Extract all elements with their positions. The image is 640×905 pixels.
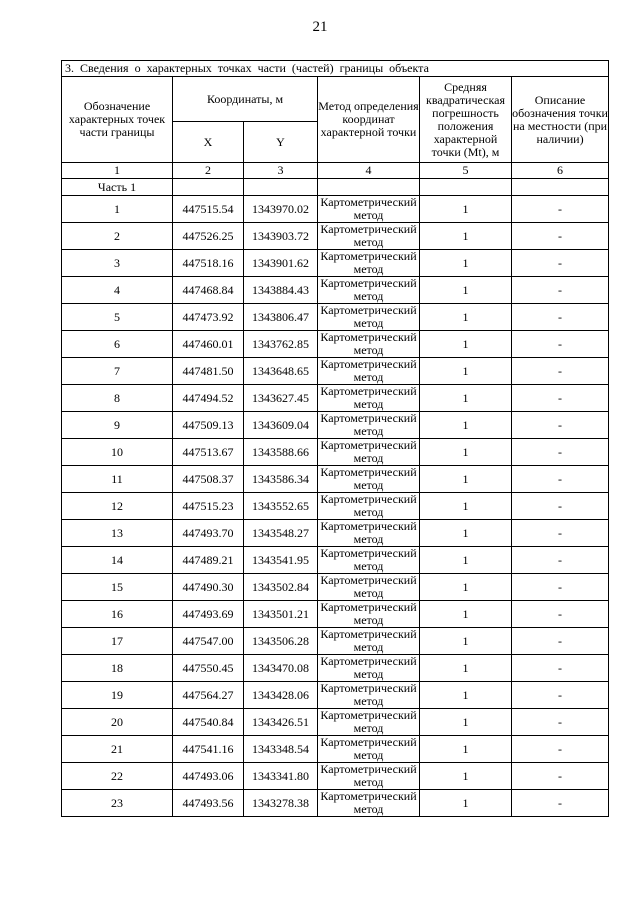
empty-cell bbox=[318, 179, 420, 196]
method bbox=[318, 331, 420, 358]
description-value: - bbox=[512, 223, 609, 250]
table-row bbox=[62, 736, 609, 763]
method-line-2: метод bbox=[353, 559, 384, 573]
empty-cell bbox=[173, 179, 244, 196]
coordinate-x: 447468.84 bbox=[173, 277, 244, 304]
method bbox=[318, 601, 420, 628]
coordinate-y: 1343501.21 bbox=[244, 601, 318, 628]
table-row bbox=[62, 520, 609, 547]
table-row bbox=[62, 574, 609, 601]
point-number: 22 bbox=[62, 763, 173, 790]
method-line-1: Картометрический bbox=[320, 195, 417, 209]
part-label: Часть 1 bbox=[62, 179, 173, 196]
header-x: X bbox=[173, 122, 244, 163]
point-number: 9 bbox=[62, 412, 173, 439]
method bbox=[318, 736, 420, 763]
method-line-2: метод bbox=[353, 532, 384, 546]
table-row bbox=[62, 493, 609, 520]
point-number: 4 bbox=[62, 277, 173, 304]
coordinate-x: 447490.30 bbox=[173, 574, 244, 601]
accuracy-value: 1 bbox=[420, 304, 512, 331]
column-number: 4 bbox=[318, 163, 420, 179]
method-line-1: Картометрический bbox=[320, 411, 417, 425]
point-number: 23 bbox=[62, 790, 173, 817]
method bbox=[318, 250, 420, 277]
method-line-2: метод bbox=[353, 289, 384, 303]
table-row bbox=[62, 709, 609, 736]
method-line-1: Картометрический bbox=[320, 735, 417, 749]
method-line-2: метод bbox=[353, 721, 384, 735]
coordinate-x: 447489.21 bbox=[173, 547, 244, 574]
accuracy-value: 1 bbox=[420, 412, 512, 439]
method-line-2: метод bbox=[353, 802, 384, 816]
method bbox=[318, 196, 420, 223]
point-number: 18 bbox=[62, 655, 173, 682]
coordinate-y: 1343470.08 bbox=[244, 655, 318, 682]
method-line-2: метод bbox=[353, 208, 384, 222]
caption-row bbox=[62, 61, 609, 77]
description-value: - bbox=[512, 466, 609, 493]
method bbox=[318, 790, 420, 817]
coordinate-y: 1343609.04 bbox=[244, 412, 318, 439]
empty-cell bbox=[512, 179, 609, 196]
empty-cell bbox=[244, 179, 318, 196]
coordinate-x: 447564.27 bbox=[173, 682, 244, 709]
coordinate-x: 447508.37 bbox=[173, 466, 244, 493]
coordinate-x: 447509.13 bbox=[173, 412, 244, 439]
coordinate-y: 1343970.02 bbox=[244, 196, 318, 223]
table-row bbox=[62, 304, 609, 331]
table-row bbox=[62, 223, 609, 250]
header-method: Метод определения координат характерной точки bbox=[318, 77, 420, 163]
description-value: - bbox=[512, 412, 609, 439]
header-description: Описание обозначения точки на местности (при наличии) bbox=[512, 77, 609, 163]
description-value: - bbox=[512, 547, 609, 574]
point-number: 16 bbox=[62, 601, 173, 628]
method bbox=[318, 655, 420, 682]
empty-cell bbox=[420, 179, 512, 196]
table-row bbox=[62, 682, 609, 709]
method bbox=[318, 466, 420, 493]
table-row bbox=[62, 763, 609, 790]
description-value: - bbox=[512, 520, 609, 547]
method-line-1: Картометрический bbox=[320, 681, 417, 695]
point-number: 19 bbox=[62, 682, 173, 709]
coordinate-x: 447493.06 bbox=[173, 763, 244, 790]
point-number: 20 bbox=[62, 709, 173, 736]
description-value: - bbox=[512, 196, 609, 223]
method-line-2: метод bbox=[353, 370, 384, 384]
description-value: - bbox=[512, 331, 609, 358]
coordinate-y: 1343762.85 bbox=[244, 331, 318, 358]
point-number: 5 bbox=[62, 304, 173, 331]
point-number: 12 bbox=[62, 493, 173, 520]
method-line-1: Картометрический bbox=[320, 465, 417, 479]
description-value: - bbox=[512, 385, 609, 412]
coordinate-y: 1343552.65 bbox=[244, 493, 318, 520]
method-line-1: Картометрический bbox=[320, 627, 417, 641]
method bbox=[318, 628, 420, 655]
description-value: - bbox=[512, 709, 609, 736]
point-number: 3 bbox=[62, 250, 173, 277]
coordinate-x: 447515.23 bbox=[173, 493, 244, 520]
method bbox=[318, 304, 420, 331]
method bbox=[318, 223, 420, 250]
method-line-1: Картометрический bbox=[320, 357, 417, 371]
header-designation: Обозначение характерных точек части границы bbox=[62, 77, 173, 163]
description-value: - bbox=[512, 358, 609, 385]
method-line-1: Картометрический bbox=[320, 330, 417, 344]
method-line-2: метод bbox=[353, 478, 384, 492]
table-row bbox=[62, 277, 609, 304]
accuracy-value: 1 bbox=[420, 601, 512, 628]
accuracy-value: 1 bbox=[420, 385, 512, 412]
accuracy-value: 1 bbox=[420, 358, 512, 385]
part-row bbox=[62, 179, 609, 196]
coordinate-x: 447541.16 bbox=[173, 736, 244, 763]
accuracy-value: 1 bbox=[420, 682, 512, 709]
point-number: 14 bbox=[62, 547, 173, 574]
table-row bbox=[62, 331, 609, 358]
point-number: 1 bbox=[62, 196, 173, 223]
method-line-1: Картометрический bbox=[320, 654, 417, 668]
header-row-1 bbox=[62, 77, 609, 122]
method-line-2: метод bbox=[353, 613, 384, 627]
table-row bbox=[62, 628, 609, 655]
description-value: - bbox=[512, 682, 609, 709]
column-number: 2 bbox=[173, 163, 244, 179]
point-number: 8 bbox=[62, 385, 173, 412]
coordinate-y: 1343278.38 bbox=[244, 790, 318, 817]
coordinate-y: 1343806.47 bbox=[244, 304, 318, 331]
method bbox=[318, 709, 420, 736]
point-number: 2 bbox=[62, 223, 173, 250]
method bbox=[318, 439, 420, 466]
method-line-1: Картометрический bbox=[320, 303, 417, 317]
coordinate-y: 1343648.65 bbox=[244, 358, 318, 385]
accuracy-value: 1 bbox=[420, 493, 512, 520]
table-row bbox=[62, 439, 609, 466]
method bbox=[318, 574, 420, 601]
accuracy-value: 1 bbox=[420, 655, 512, 682]
coordinate-x: 447493.70 bbox=[173, 520, 244, 547]
coordinate-y: 1343506.28 bbox=[244, 628, 318, 655]
method-line-1: Картометрический bbox=[320, 519, 417, 533]
method-line-2: метод bbox=[353, 748, 384, 762]
coordinate-x: 447515.54 bbox=[173, 196, 244, 223]
description-value: - bbox=[512, 736, 609, 763]
method-line-2: метод bbox=[353, 235, 384, 249]
point-number: 13 bbox=[62, 520, 173, 547]
coordinate-y: 1343426.51 bbox=[244, 709, 318, 736]
method-line-2: метод bbox=[353, 424, 384, 438]
point-number: 10 bbox=[62, 439, 173, 466]
coordinate-y: 1343428.06 bbox=[244, 682, 318, 709]
coordinate-y: 1343627.45 bbox=[244, 385, 318, 412]
method bbox=[318, 277, 420, 304]
coordinate-y: 1343903.72 bbox=[244, 223, 318, 250]
coordinate-x: 447550.45 bbox=[173, 655, 244, 682]
method-line-2: метод bbox=[353, 397, 384, 411]
accuracy-value: 1 bbox=[420, 520, 512, 547]
description-value: - bbox=[512, 574, 609, 601]
method-line-1: Картометрический bbox=[320, 222, 417, 236]
coordinate-y: 1343548.27 bbox=[244, 520, 318, 547]
point-number: 15 bbox=[62, 574, 173, 601]
description-value: - bbox=[512, 763, 609, 790]
point-number: 21 bbox=[62, 736, 173, 763]
coordinate-x: 447547.00 bbox=[173, 628, 244, 655]
description-value: - bbox=[512, 601, 609, 628]
description-value: - bbox=[512, 250, 609, 277]
coordinate-y: 1343884.43 bbox=[244, 277, 318, 304]
method bbox=[318, 358, 420, 385]
accuracy-value: 1 bbox=[420, 250, 512, 277]
coordinate-x: 447493.56 bbox=[173, 790, 244, 817]
point-number: 6 bbox=[62, 331, 173, 358]
method-line-2: метод bbox=[353, 343, 384, 357]
column-number: 3 bbox=[244, 163, 318, 179]
method bbox=[318, 763, 420, 790]
coordinate-x: 447473.92 bbox=[173, 304, 244, 331]
method-line-1: Картометрический bbox=[320, 384, 417, 398]
coordinate-x: 447526.25 bbox=[173, 223, 244, 250]
header-coordinates: Координаты, м bbox=[173, 77, 318, 122]
coordinate-y: 1343541.95 bbox=[244, 547, 318, 574]
description-value: - bbox=[512, 304, 609, 331]
coordinate-x: 447481.50 bbox=[173, 358, 244, 385]
table-row bbox=[62, 196, 609, 223]
point-number: 11 bbox=[62, 466, 173, 493]
method bbox=[318, 493, 420, 520]
method bbox=[318, 547, 420, 574]
coordinate-x: 447494.52 bbox=[173, 385, 244, 412]
accuracy-value: 1 bbox=[420, 736, 512, 763]
table-row bbox=[62, 358, 609, 385]
column-number: 5 bbox=[420, 163, 512, 179]
column-number: 1 bbox=[62, 163, 173, 179]
accuracy-value: 1 bbox=[420, 466, 512, 493]
point-number: 17 bbox=[62, 628, 173, 655]
table-caption: 3. Сведения о характерных точках части (частей) границы объекта bbox=[62, 61, 609, 77]
accuracy-value: 1 bbox=[420, 196, 512, 223]
coordinate-y: 1343348.54 bbox=[244, 736, 318, 763]
description-value: - bbox=[512, 493, 609, 520]
method-line-2: метод bbox=[353, 505, 384, 519]
method-line-1: Картометрический bbox=[320, 708, 417, 722]
header-y: Y bbox=[244, 122, 318, 163]
method-line-1: Картометрический bbox=[320, 789, 417, 803]
method-line-2: метод bbox=[353, 667, 384, 681]
page-number: 21 bbox=[312, 19, 328, 35]
column-number: 6 bbox=[512, 163, 609, 179]
method-line-1: Картометрический bbox=[320, 762, 417, 776]
coordinate-y: 1343586.34 bbox=[244, 466, 318, 493]
accuracy-value: 1 bbox=[420, 439, 512, 466]
description-value: - bbox=[512, 790, 609, 817]
coordinate-x: 447460.01 bbox=[173, 331, 244, 358]
method-line-2: метод bbox=[353, 694, 384, 708]
accuracy-value: 1 bbox=[420, 574, 512, 601]
method-line-1: Картометрический bbox=[320, 492, 417, 506]
coordinate-y: 1343588.66 bbox=[244, 439, 318, 466]
accuracy-value: 1 bbox=[420, 277, 512, 304]
method-line-1: Картометрический bbox=[320, 438, 417, 452]
accuracy-value: 1 bbox=[420, 223, 512, 250]
table-row bbox=[62, 412, 609, 439]
coordinate-x: 447518.16 bbox=[173, 250, 244, 277]
table-row bbox=[62, 385, 609, 412]
method-line-1: Картометрический bbox=[320, 573, 417, 587]
method-line-2: метод bbox=[353, 316, 384, 330]
column-number-row bbox=[62, 163, 609, 179]
accuracy-value: 1 bbox=[420, 763, 512, 790]
accuracy-value: 1 bbox=[420, 790, 512, 817]
description-value: - bbox=[512, 277, 609, 304]
description-value: - bbox=[512, 655, 609, 682]
table-row bbox=[62, 655, 609, 682]
method-line-2: метод bbox=[353, 262, 384, 276]
coordinate-y: 1343341.80 bbox=[244, 763, 318, 790]
method bbox=[318, 412, 420, 439]
method-line-1: Картометрический bbox=[320, 546, 417, 560]
boundary-points-table bbox=[61, 60, 609, 817]
method-line-1: Картометрический bbox=[320, 276, 417, 290]
accuracy-value: 1 bbox=[420, 628, 512, 655]
accuracy-value: 1 bbox=[420, 547, 512, 574]
method-line-2: метод bbox=[353, 451, 384, 465]
coordinate-x: 447493.69 bbox=[173, 601, 244, 628]
method-line-2: метод bbox=[353, 586, 384, 600]
description-value: - bbox=[512, 439, 609, 466]
table-row bbox=[62, 790, 609, 817]
description-value: - bbox=[512, 628, 609, 655]
method bbox=[318, 682, 420, 709]
table-row bbox=[62, 601, 609, 628]
coordinate-x: 447513.67 bbox=[173, 439, 244, 466]
method-line-2: метод bbox=[353, 775, 384, 789]
coordinate-y: 1343901.62 bbox=[244, 250, 318, 277]
method bbox=[318, 385, 420, 412]
coordinate-y: 1343502.84 bbox=[244, 574, 318, 601]
accuracy-value: 1 bbox=[420, 331, 512, 358]
accuracy-value: 1 bbox=[420, 709, 512, 736]
table-row bbox=[62, 547, 609, 574]
method-line-1: Картометрический bbox=[320, 600, 417, 614]
method bbox=[318, 520, 420, 547]
table-row bbox=[62, 466, 609, 493]
coordinate-x: 447540.84 bbox=[173, 709, 244, 736]
method-line-1: Картометрический bbox=[320, 249, 417, 263]
point-number: 7 bbox=[62, 358, 173, 385]
method-line-2: метод bbox=[353, 640, 384, 654]
header-accuracy: Средняя квадратическая погрешность положения характерной точки (Mt), м bbox=[420, 77, 512, 163]
table-row bbox=[62, 250, 609, 277]
